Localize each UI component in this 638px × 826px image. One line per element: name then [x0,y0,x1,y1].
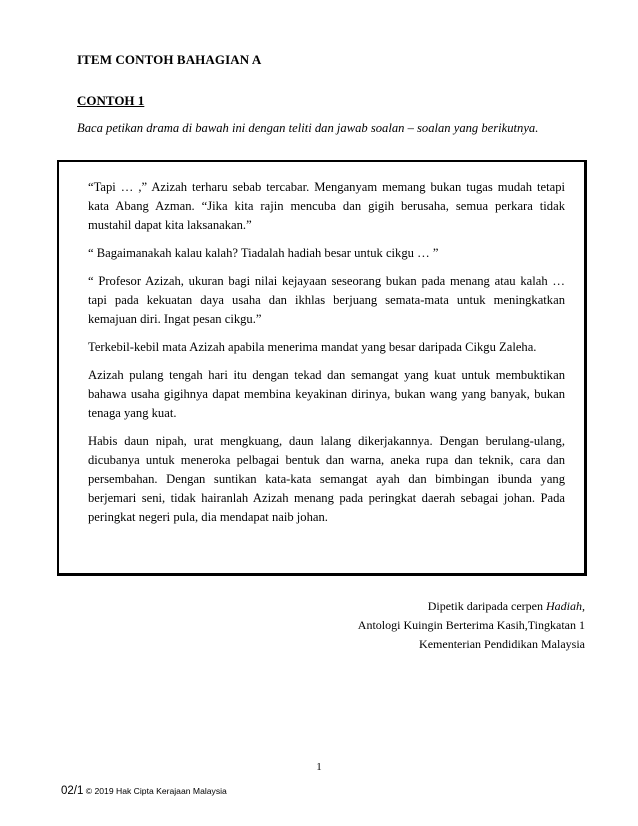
page-number: 1 [316,761,322,773]
source-story-title: Hadiah, [546,599,585,613]
source-citation [358,597,585,654]
section-title: ITEM CONTOH BAHAGIAN A [77,52,262,67]
source-prefix: Dipetik daripada cerpen [427,599,546,613]
example-title: CONTOH 1 [77,93,145,108]
passage-paragraph: “ Profesor Azizah, ukuran bagi nilai kejayaan seseorang bukan pada menang atau kalah … tapi pada kekuatan daya usaha dan ikhlas berjuang semata-mata untuk meningkatkan kemajuan diri. Ingat pesan cikgu.” [88,274,565,326]
passage-text [88,178,565,536]
instruction-text: Baca petikan drama di bawah ini dengan teliti dan jawab soalan – soalan yang berikutnya. [77,121,539,135]
passage-paragraph: Habis daun nipah, urat mengkuang, daun lalang dikerjakannya. Dengan berulang-ulang, dicubanya untuk meneroka pelbagai bentuk dan warna, aneka rupa dan teknik, cara dan persembahan. Dengan suntikan kata-kata semangat ayah dan bimbingan ibunda yang berjemari seni, tidak hairanlah Azizah menang pada peringkat daerah sebagai johan. Pada peringkat negeri pula, dia mendapat naib johan. [88,434,565,524]
passage-paragraph: “ Bagaimanakah kalau kalah? Tiadalah hadiah besar untuk cikgu … ” [88,246,439,260]
copyright-text: © 2019 Hak Cipta Kerajaan Malaysia [83,786,227,796]
footer-copyright [61,785,227,797]
passage-paragraph: Terkebil-kebil mata Azizah apabila menerima mandat yang besar daripada Cikgu Zaleha. [88,340,537,354]
passage-paragraph: Azizah pulang tengah hari itu dengan tekad dan semangat yang kuat untuk membuktikan bahawa usaha gigihnya dapat membina keyakinan dirinya, bukan wang yang banyak, bukan tenaga yang kuat. [88,368,565,420]
source-line-3: Kementerian Pendidikan Malaysia [419,637,585,651]
source-line-2: Antologi Kuingin Berterima Kasih,Tingkatan 1 [357,618,585,632]
paper-code: 02/1 [61,785,84,797]
passage-paragraph: “Tapi … ,” Azizah terharu sebab tercabar. Menganyam memang bukan tugas mudah tetapi kata Abang Azman. “Jika kita rajin mencuba dan gigih berusaha, semua perkara tidak mustahil dapat kita laksanakan.” [88,180,565,232]
source-line-1 [358,597,585,616]
